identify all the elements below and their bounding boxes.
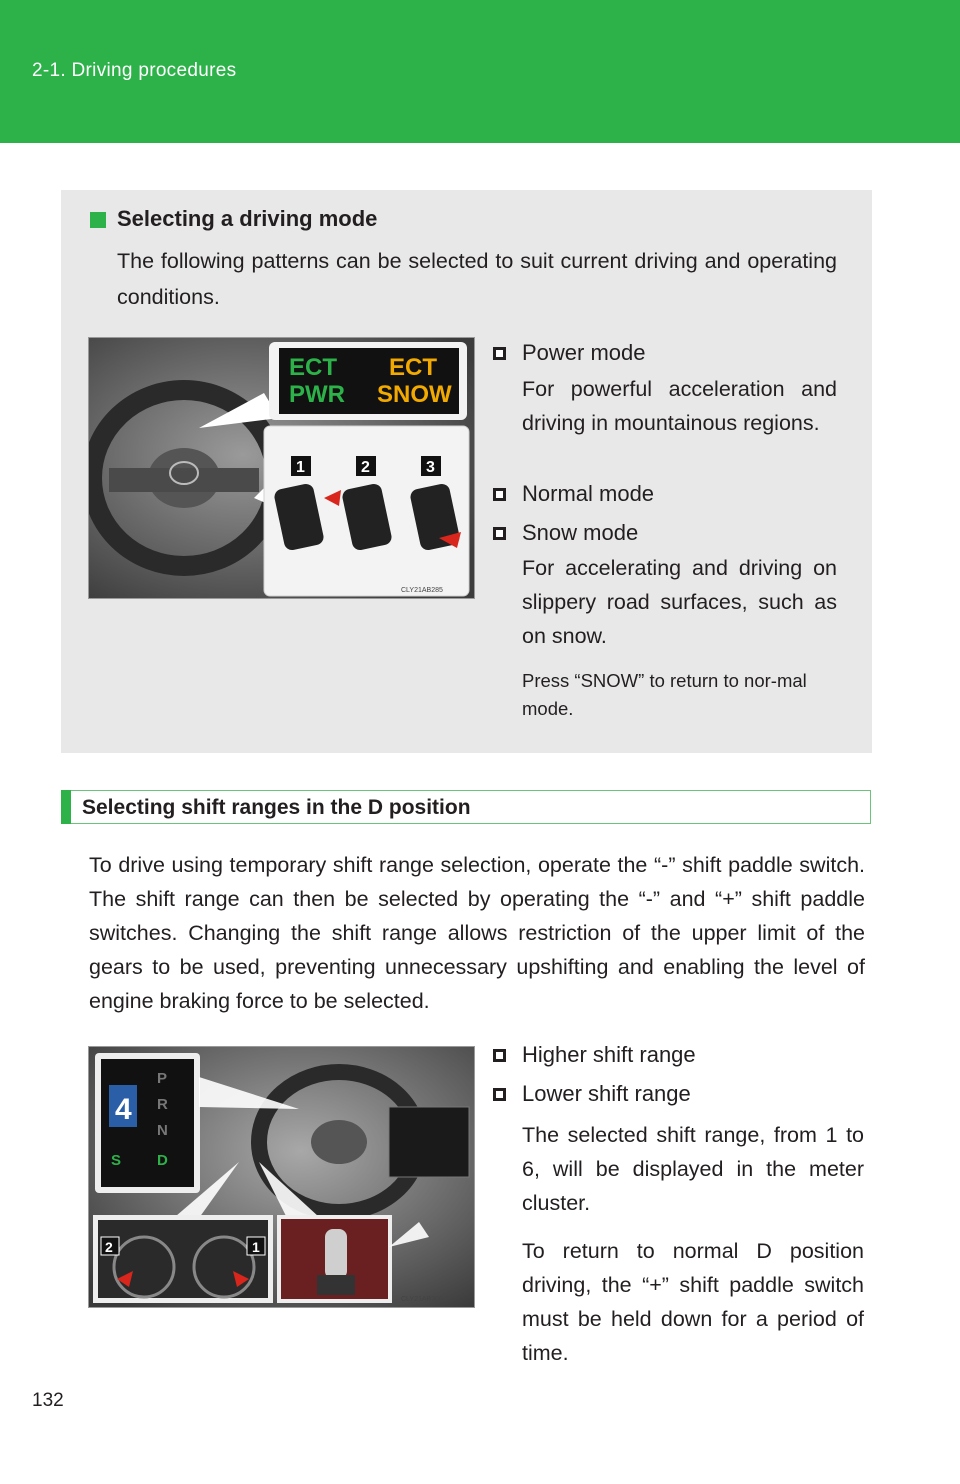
ect-pwr-text-1: ECT [289, 354, 337, 381]
snow-note: Press “SNOW” to return to nor-mal mode. [522, 670, 807, 719]
photo-label-2: 2 [361, 459, 370, 476]
snow-mode-title: Snow mode [522, 520, 639, 545]
driving-mode-heading: Selecting a driving mode [117, 206, 378, 231]
photo-label-1: 1 [296, 459, 305, 476]
driving-mode-photo [88, 337, 475, 599]
number-1-icon [493, 347, 506, 360]
normal-mode-title: Normal mode [522, 481, 655, 506]
number-2-icon [493, 1088, 506, 1101]
shift-range-photo [88, 1046, 475, 1308]
section-title: Selecting shift ranges in the D position [82, 796, 471, 819]
gear-number: 4 [115, 1093, 132, 1126]
gear-r: R [157, 1096, 168, 1113]
driving-mode-intro: The following patterns can be selected to suit current driving and operating conditions. [117, 249, 837, 309]
gear-n: N [157, 1122, 168, 1139]
paddle-label-1: 1 [252, 1239, 260, 1255]
page-number: 132 [32, 1390, 64, 1411]
shift-intro-paragraph: To drive using temporary shift range selection, operate the “-” shift paddle switch. The shift range can then be selected by operating the “-” and “+” shift paddle switches. Changing the shift range allows restriction of the upper limit of the gears to be used, preventing unnecessary upshifting and enabling the level of engine braking force to be selected. [89, 853, 865, 1013]
paddle-label-2: 2 [105, 1239, 113, 1255]
lower-shift-range-title: Lower shift range [522, 1081, 691, 1106]
return-normal-text: To return to normal D position driving, the “+” shift paddle switch must be held down for a period of time. [522, 1239, 864, 1365]
number-1-icon [493, 1049, 506, 1062]
gear-p: P [157, 1070, 168, 1087]
snow-mode-desc: For accelerating and driving on slippery road surfaces, such as on snow. [522, 556, 837, 648]
heading-bullet-icon [90, 212, 106, 228]
photo-code-2: CLY21AB300 [401, 1296, 443, 1303]
gear-d: D [157, 1152, 168, 1169]
driving-mode-illustration [89, 338, 474, 598]
number-3-icon [493, 527, 506, 540]
photo-label-3: 3 [426, 459, 435, 476]
ect-snow-text-2: SNOW [377, 381, 452, 408]
shift-range-illustration [89, 1047, 474, 1307]
photo-code: CLY21AB285 [401, 587, 443, 594]
ect-snow-text-1: ECT [389, 354, 437, 381]
gear-s: S [111, 1152, 122, 1169]
page-header [0, 0, 960, 143]
ect-pwr-text-2: PWR [289, 381, 345, 408]
number-2-icon [493, 488, 506, 501]
breadcrumb: 2-1. Driving procedures [32, 60, 237, 81]
higher-shift-range-title: Higher shift range [522, 1042, 696, 1067]
section-header-accent [61, 790, 71, 824]
power-mode-desc: For powerful acceleration and driving in mountainous regions. [522, 377, 837, 435]
power-mode-title: Power mode [522, 340, 646, 365]
shift-range-display-text: The selected shift range, from 1 to 6, will be displayed in the meter cluster. [522, 1123, 864, 1215]
